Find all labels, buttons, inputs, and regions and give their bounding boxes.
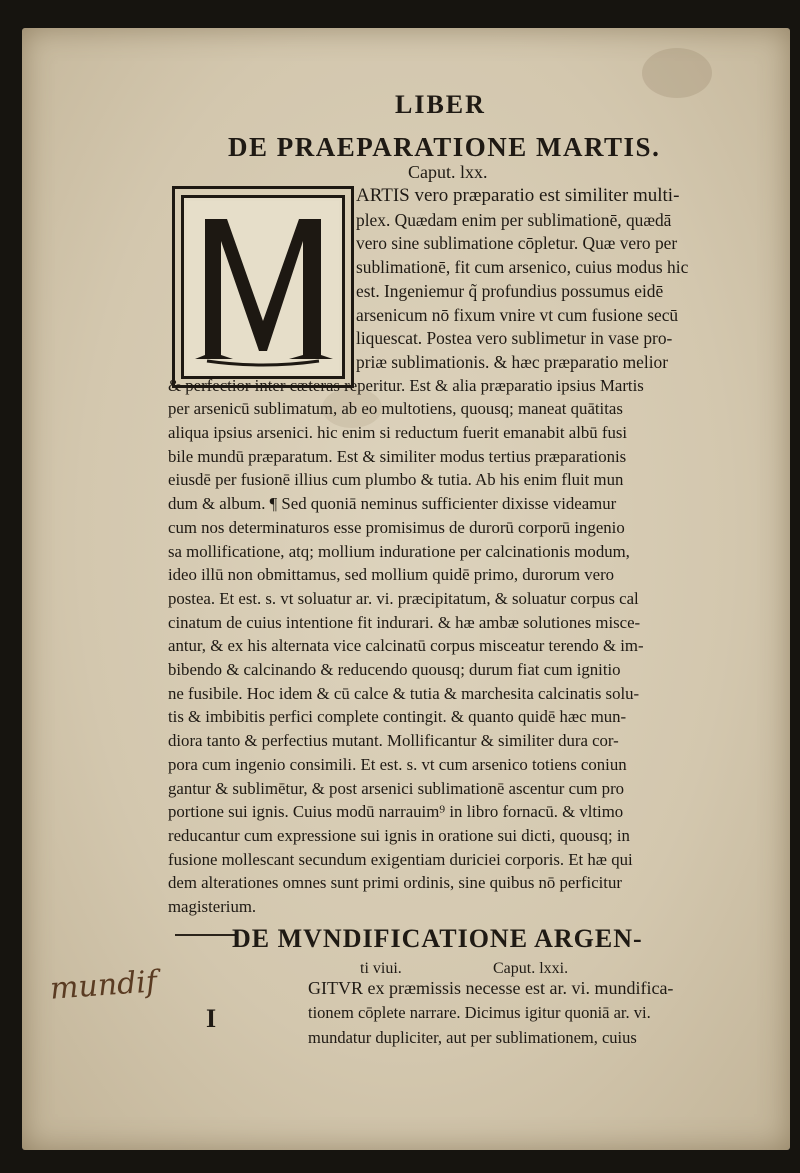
stain	[642, 48, 712, 98]
section-rule	[175, 934, 235, 936]
text-line: mundatur dupliciter, aut per sublimationem, cuius	[308, 1028, 637, 1047]
text-line: ne fusibile. Hoc idem & cū calce & tutia & marchesita calcinatis solu-	[168, 683, 640, 703]
text-line: tis & imbibitis perfici complete contingit. & quanto quidē hæc mun-	[168, 707, 627, 727]
text-line: reducantur cum expressione sui ignis in oratione sui dicti, quousq; in	[168, 825, 630, 845]
text-line: diora tanto & perfectius mutant. Mollificantur & similiter dura cor-	[168, 731, 619, 751]
text-line: pora cum ingenio consimili. Et est. s. vt cum arsenico totiens coniun	[168, 754, 627, 774]
text-line: ideo illū non obmittamus, sed mollium quidē primo, durorum vero	[168, 565, 615, 585]
text-line: eiusdē per fusionē illius cum plumbo & tutia. Ab his enim fluit mun	[168, 470, 624, 490]
running-head: LIBER	[395, 90, 486, 119]
margin-initial: I	[206, 1004, 217, 1033]
text-line: per arsenicū sublimatum, ab eo multotiens, quousq; maneat quātitas	[168, 399, 623, 419]
decorated-initial	[172, 186, 354, 388]
section-chapter-label: Caput. lxxi.	[493, 960, 569, 977]
section-subtitle: ti viui.	[360, 960, 402, 977]
text-line: sublimationē, fit cum arsenico, cuius modus hic	[356, 257, 689, 278]
chapter-title: DE PRAEPARATIONE MARTIS.	[228, 132, 661, 162]
text-line: plex. Quædam enim per sublimationē, quædā	[356, 209, 672, 230]
text-line: priæ sublimationis. & hæc præparatio melior	[356, 351, 669, 372]
text-line: & perfectior inter cæteras reperitur. Est & alia præparatio ipsius Martis	[168, 375, 644, 395]
text-line: postea. Et est. s. vt soluatur ar. vi. præcipitatum, & soluatur corpus cal	[168, 588, 639, 608]
text-line: dum & album. ¶ Sed quoniā neminus sufficienter dixisse videamur	[168, 494, 617, 514]
section-title: DE MVNDIFICATIONE ARGEN-	[232, 924, 643, 953]
text-line: antur, & ex his alternata vice calcinatū corpus misceatur terendo & im-	[168, 636, 644, 656]
text-line: GITVR ex præmissis necesse est ar. vi. mundifica-	[308, 978, 674, 998]
text-line: gantur & sublimētur, & post arsenici sublimationē ascentur cum pro	[168, 778, 625, 798]
text-line: bibendo & calcinando & reducendo quousq; durum fiat cum ignitio	[168, 660, 621, 679]
text-line: cum nos determinaturos esse promisimus de durorū corporū ingenio	[168, 517, 625, 537]
handwritten-margin-note: mundif	[48, 964, 159, 1007]
text-line: aliqua ipsius arsenici. hic enim si reductum fuerit emanabit albū fusi	[168, 423, 628, 442]
text-line: liquescat. Postea vero sublimetur in vase pro-	[356, 328, 673, 349]
text-line: fusione mollescant secundum exigentiam duriciei corporis. Et hæ qui	[168, 849, 633, 869]
text-line: est. Ingeniemur q̃ profundius possumus eidē	[356, 280, 664, 301]
text-line: bile mundū præparatum. Est & similiter modus tertius præparationis	[168, 446, 627, 466]
text-line: tionem cōplete narrare. Dicimus igitur quoniā ar. vi.	[308, 1003, 651, 1022]
text-line: dem alterationes omnes sunt primi ordinis, sine quibus nō perficitur	[168, 873, 622, 893]
text-line: portione sui ignis. Cuius modū narrauim⁹ in libro fornacū. & vltimo	[168, 802, 624, 822]
initial-letter-m-graphic	[187, 201, 339, 373]
text-line: arsenicum nō fixum vnire vt cum fusione secū	[356, 304, 679, 325]
text-line: vero sine sublimatione cōpletur. Quæ vero per	[356, 233, 678, 254]
chapter-label: Caput. lxx.	[408, 162, 488, 182]
text-line: cinatum de cuius intentione fit indurari. & hæ ambæ solutiones misce-	[168, 612, 641, 632]
text-line: magisterium.	[168, 897, 257, 916]
text-line: sa mollificatione, atq; mollium induratione per calcinationis modum,	[168, 541, 630, 561]
text-line: ARTIS vero præparatio est similiter multi-	[356, 185, 680, 206]
